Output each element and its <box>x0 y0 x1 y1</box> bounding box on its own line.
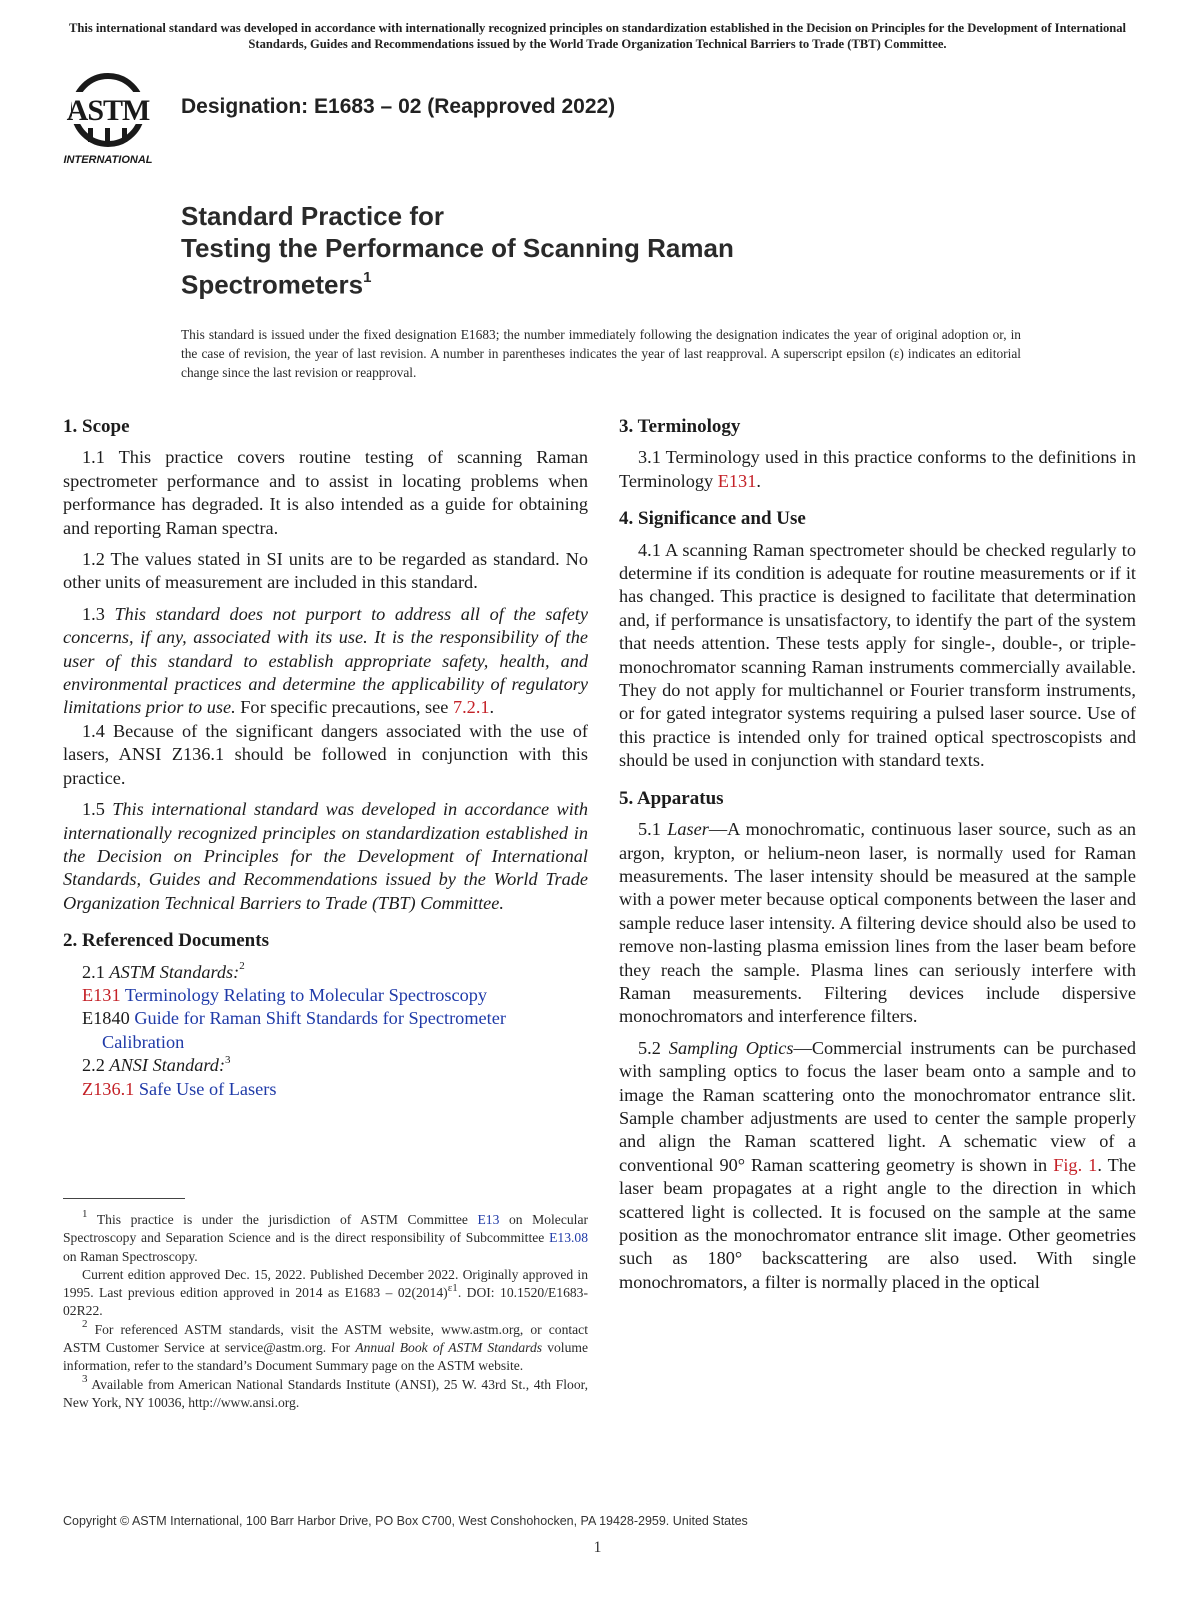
apparatus-5-1: 5.1 Laser—A monochromatic, continuous laser source, such as an argon, krypton, or helium-neon laser, is normally used for Raman measurements. The laser intensity should be measured at the sample with a power meter because optical components between the laser and sample reduce laser intensity. A filtering device should also be used to remove non-lasting plasma emission lines from the laser beam before they reach the sample. Plasma lines can seriously interfere with Raman measurements. Filtering devices include dispersive monochromators and interference filters. <box>619 819 1136 1027</box>
designation: Designation: E1683 – 02 (Reapproved 2022) <box>181 95 616 118</box>
apparatus-heading: 5. Apparatus <box>619 787 724 809</box>
footnote-2: $^2$ For referenced ASTM standards, visit the ASTM website, www.astm.org, or contact ASTM Customer Service at service@astm.org. For Annual Book of ASTM Standards volume information, refer to the standard’s Document Summary page on the ASTM website. <box>63 1318 588 1374</box>
scope-1-4: 1.4 Because of the significant dangers associated with the use of lasers, ANSI Z136.1 should be followed in conjunction with this practice. <box>63 720 588 788</box>
title-line-2: Testing the Performance of Scanning Raman <box>181 233 734 263</box>
ref-e131[interactable]: E131 Terminology Relating to Molecular Spectroscopy <box>82 984 488 1005</box>
ref-z136-1[interactable]: Z136.1 Safe Use of Lasers <box>82 1078 277 1099</box>
issue-note: This standard is issued under the fixed designation E1683; the number immediately following the designation indicates the year of original adoption or, in the case of revision, the year of last revision. A number in parentheses indicates the year of last reapproval. A superscript epsilon (ε) indicates an editorial change since the last revision or reapproval. <box>181 327 1021 380</box>
title-line-3: Spectrometers$^1$ <box>181 269 372 300</box>
significance-heading: 4. Significance and Use <box>619 508 806 530</box>
copyright-notice: Copyright © ASTM International, 100 Barr Harbor Drive, PO Box C700, West Conshohocken, PA 19428-2959. United States <box>63 1514 748 1528</box>
title-line-1: Standard Practice for <box>181 201 444 231</box>
footnote-1: $^1$ This practice is under the jurisdiction of ASTM Committee E13 on Molecular Spectroscopy and Separation Science and is the direct responsibility of Subcommittee E13.08 on Raman Spectroscopy. <box>63 1208 589 1264</box>
ref-e1840[interactable]: E1840 Guide for Raman Shift Standards for Spectrometer Calibration <box>82 1008 506 1052</box>
footnote-1-edition: Current edition approved Dec. 15, 2022. Published December 2022. Originally approved in 1995. Last previous edition approved in 2014 as E1683 – 02(2014)$^{\varepsilon 1}$. DOI: 10.1520/E1683-02R22. <box>63 1266 588 1319</box>
page-number: 1 <box>593 1539 602 1556</box>
link-e13-08[interactable]: E13.08 <box>549 1230 588 1246</box>
scope-1-5: 1.5 This international standard was developed in accordance with internationally recognized principles on standardization established in the Decision on Principles for the Development of International Standards, Guides and Recommendations issued by the World Trade Organization Technical Barriers to Trade (TBT) Committee. <box>63 799 589 913</box>
astm-logo <box>62 70 170 166</box>
scope-1-3: 1.3 This standard does not purport to address all of the safety concerns, if any, associated with its use. It is the responsibility of the user of this standard to establish appropriate safety, health, and environmental practices and determine the applicability of regulatory limitations prior to use. For specific precautions, see 7.2.1. <box>63 603 589 718</box>
apparatus-5-2: 5.2 Sampling Optics—Commercial instruments can be purchased with sampling optics to focus the laser beam onto a sample and to image the Raman scattering onto the monochromator entrance slit. Sample chamber adjustments are used to center the sample properly and align the Raman scattered light. A schematic view of a conventional 90° Raman scattering geometry is shown in Fig. 1. The laser beam propagates at a right angle to the direction in which scattered light is collected. It is focused on the sample at the same position as the monochromator entrance slit image. Other geometries such as 180° backscattering are also used. With single monochromators, a filter is normally placed in the optical <box>619 1037 1137 1292</box>
title-footnote-mark[interactable]: 1 <box>363 269 372 286</box>
terminology-3-1: 3.1 Terminology used in this practice conforms to the definitions in Terminology E131. <box>619 447 1136 491</box>
significance-4-1: 4.1 A scanning Raman spectrometer should be checked regularly to determine if its condition is adequate for routine measurements or if it has changed. This practice is designed to facilitate that determination and, if performance is unsatisfactory, to identify the part of the system that needs attention. These tests apply for single-, double-, or triple-monochromator scanning Raman instruments commercially available. They do not apply for multichannel or Fourier transform instruments, or for gated integrator systems requiring a pulsed laser source. Use of this practice is intended only for trained optical spectroscopists and should be used in conjunction with standard texts. <box>619 539 1136 771</box>
footnote-divider <box>63 1198 185 1199</box>
document-title <box>181 200 981 301</box>
astm-logo-icon <box>62 70 170 166</box>
referenced-documents-heading: 2. Referenced Documents <box>63 930 269 952</box>
scope-1-2: 1.2 The values stated in SI units are to be regarded as standard. No other units of measurement are included in this standard. <box>63 549 588 593</box>
scope-1-1: 1.1 This practice covers routine testing of scanning Raman spectrometer performance and to assist in locating problems when performance has degraded. It is also intended as a guide for obtaining and reporting Raman spectra. <box>63 447 588 538</box>
right-column <box>619 415 1136 1302</box>
scope-heading: 1. Scope <box>63 416 130 437</box>
ansi-standard-label: 2.2 ANSI Standard:$^3$ <box>82 1054 231 1076</box>
link-e13[interactable]: E13 <box>477 1212 500 1227</box>
svg-text:INTERNATIONAL: INTERNATIONAL <box>63 154 153 166</box>
left-column <box>63 415 588 1101</box>
top-notice: This international standard was developed in accordance with internationally recognized principles on standardization established in the Decision on Principles for the Development of International Standards, Guides and Recommendations issued by the World Trade Organization Technical Barriers to Trade (TBT) Committee. <box>68 21 1127 51</box>
terminology-heading: 3. Terminology <box>619 416 741 437</box>
astm-standards-label: 2.1 ASTM Standards:$^2$ <box>82 960 245 982</box>
link-7-2-1[interactable]: 7.2.1 <box>452 697 490 718</box>
svg-text:ASTM: ASTM <box>66 94 150 127</box>
footnote-3: $^3$ Available from American National Standards Institute (ANSI), 25 W. 43rd St., 4th Floor, New York, NY 10036, http://www.ansi.org. <box>63 1373 588 1410</box>
footnotes <box>63 1208 589 1412</box>
link-e131[interactable]: E131 <box>717 470 757 491</box>
link-fig-1[interactable]: Fig. 1 <box>1053 1154 1098 1175</box>
